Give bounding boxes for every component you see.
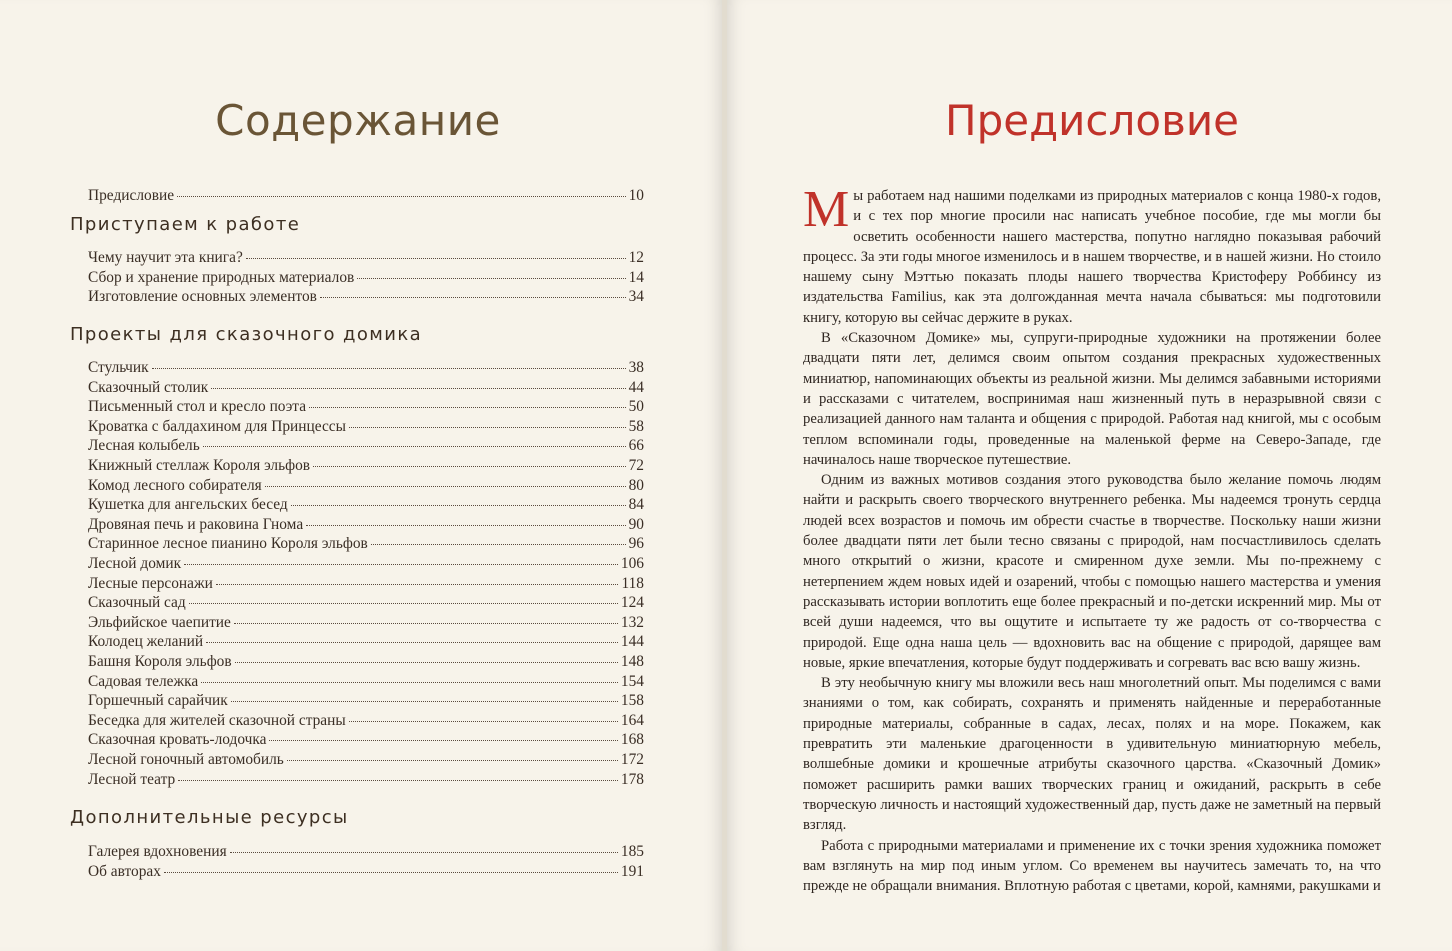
toc-entry-page: 185 (620, 843, 644, 860)
toc-entry-page: 148 (620, 653, 644, 670)
toc-entry-label: Лесные персонажи (88, 575, 213, 592)
toc-entry-label: Сказочный столик (88, 379, 209, 396)
dot-leader (231, 689, 618, 702)
toc-entry (88, 863, 644, 882)
toc-section-heading: Дополнительные ресурсы (70, 807, 349, 828)
preface-paragraph: Одним из важных мотивов создания этого руководства было желание помочь людям найти и раскрыть своего творческого внутреннего ребенка. Мы надеемся тронуть сердца людей всех возрастов и помочь им обрести счастье в творчестве. Поскольку наши жизни более двадцати пяти лет были тесно связаны с природой, нам посчастливилось сделать много открытий о жизни, красоте и смиренном духе земли. Мы по-прежнему с нетерпением ждем новых идей и озарений, чтобы с помощью нашего мастерства и умения рассказывать истории воплотить еще более прекрасный и по-детски искренний мир. Мы от всей души надеемся, что вы ощутите и испытаете ту же радость от со-творчества с природой. Еще одна наша цель — вдохновить вас на общение с природой, дарящее вам новые, яркие впечатления, которые будут поддерживать и согревать вас всю вашу жизнь. (803, 472, 1381, 671)
toc-entry-label: Кроватка с балдахином для Принцессы (88, 418, 346, 435)
toc-entry-page: 124 (620, 594, 644, 611)
toc-entry-page: 168 (620, 731, 644, 748)
dot-leader (184, 552, 618, 565)
dot-leader (291, 493, 626, 506)
dot-leader (234, 611, 618, 624)
dot-leader (357, 266, 625, 279)
preface-paragraph (803, 181, 1381, 328)
dot-leader (230, 840, 618, 853)
toc-entry (88, 288, 644, 307)
toc-title: Содержание (215, 96, 501, 145)
dot-leader (201, 670, 618, 683)
toc-entry-label: Садовая тележка (88, 673, 199, 690)
preface-paragraph: В эту необычную книгу мы вложили весь наш многолетний опыт. Мы поделимся с вами знаниями о том, как собирать, сохранять и применять найденные и переработанные природные материалы, собранные в садах, лесах, полях и на море. Покажем, как превратить эти маленькие драгоценности в удивительную миниатюрную мебель, волшебные домики и крошечные атрибуты сказочного царства. «Сказочный Домик» поможет расширить рамки ваших творческих границ и ожиданий, раскрыть в себе творческую личность и настоящий художественный дар, пусть даже не заметный на первый взгляд. (803, 675, 1381, 834)
toc-entry (88, 187, 644, 206)
toc-entry-page: 34 (628, 288, 644, 305)
toc-entry-label: Сказочная кровать-лодочка (88, 731, 267, 748)
toc-entry-page: 191 (620, 863, 644, 880)
toc-entry-page: 164 (620, 712, 644, 729)
preface-paragraph: Работа с природными материалами и применение их с точки зрения художника поможет вам взглянуть на мир под иным углом. Со временем вы научитесь замечать то, на что прежде не обращали внимания. Вплотную работая с цветами, корой, камнями, ракушками и (803, 837, 1381, 895)
toc-entry-page: 154 (620, 673, 644, 690)
dot-leader (206, 630, 618, 643)
dot-leader (203, 434, 626, 447)
toc-entry-page: 66 (628, 437, 644, 454)
toc-entry-label: Эльфийское чаепитие (88, 614, 231, 631)
dot-leader (177, 184, 626, 197)
toc-entry-label: Лесной театр (88, 771, 176, 788)
dot-leader (306, 513, 625, 526)
toc-entry-label: Комод лесного собирателя (88, 477, 262, 494)
toc-entry-page: 96 (628, 535, 644, 552)
toc-entry-label: Сбор и хранение природных материалов (88, 269, 355, 286)
dot-leader (349, 709, 618, 722)
toc-entry (88, 771, 644, 790)
toc-entry-page: 172 (620, 751, 644, 768)
toc-entry-label: Лесной гоночный автомобиль (88, 751, 284, 768)
drop-cap: М (803, 181, 850, 238)
toc-entry-page: 58 (628, 418, 644, 435)
toc-entry-label: Башня Короля эльфов (88, 653, 232, 670)
toc-entry-page: 84 (628, 496, 644, 513)
toc-entry-page: 50 (628, 398, 644, 415)
toc-entry-label: Сказочный сад (88, 594, 186, 611)
toc-entry-label: Лесной домик (88, 555, 182, 572)
preface-paragraph: В «Сказочном Домике» мы, супруги-природные художники на протяжении более двадцати пяти лет, делимся своим опытом создания прекрасных художественных миниатюр, напоминающих объекты из реальной жизни. Мы делимся забавными историями и рассказами с читателем, воспринимая наш жизненный путь в неразрывной связи с реализацией данного нам таланта и общения с природой. Работая над книгой, мы с особым теплом вспоминали годы, проведенные на маленькой ферме на Северо-Западе, где начиналось наше творческое путешествие. (803, 330, 1381, 468)
dot-leader (164, 860, 618, 873)
toc-entry-label: Стульчик (88, 359, 149, 376)
toc-entry-label: Предисловие (88, 187, 175, 204)
toc-entry-label: Кушетка для ангельских бесед (88, 496, 288, 513)
preface-paragraph-text: ы работаем над нашими поделками из природных материалов с конца 1980-х годов, и с тех пор многие просили нас написать учебное пособие, где мы могли бы осветить особенности нашего мастерства, попутно наглядно показывая рабочий процесс. За эти годы многое изменилось и в нашем творчестве, и в нашей жизни. Но стоило нашему сыну Мэттью показать плоды нашего творчества Кристоферу Роббинсу из издательства Familius, как эта долгожданная мечта начала сбываться: мы подготовили книгу, которую вы сейчас держите в руках. (803, 188, 1381, 326)
toc-entry-label: Старинное лесное пианино Короля эльфов (88, 535, 368, 552)
toc-entry-page: 144 (620, 633, 644, 650)
toc-entry-page: 10 (628, 187, 644, 204)
toc-entry-label: Письменный стол и кресло поэта (88, 398, 307, 415)
toc-entry-label: Горшечный сарайчик (88, 692, 228, 709)
toc-entry-page: 14 (628, 269, 644, 286)
dot-leader (235, 650, 618, 663)
toc-entry-page: 158 (620, 692, 644, 709)
dot-leader (313, 454, 626, 467)
toc-entry-label: Книжный стеллаж Короля эльфов (88, 457, 311, 474)
toc-entry-label: Об авторах (88, 863, 161, 880)
dot-leader (265, 474, 626, 487)
toc-entry-page: 178 (620, 771, 644, 788)
dot-leader (320, 285, 626, 298)
preface-body (803, 181, 1381, 896)
toc-entry-label: Колодец желаний (88, 633, 204, 650)
toc-entry-page: 44 (628, 379, 644, 396)
dot-leader (269, 728, 617, 741)
toc-entry-label: Галерея вдохновения (88, 843, 227, 860)
toc-entry-label: Беседка для жителей сказочной страны (88, 712, 346, 729)
toc-entry-page: 12 (628, 249, 644, 266)
toc-section-heading: Проекты для сказочного домика (70, 324, 423, 345)
dot-leader (349, 415, 626, 428)
dot-leader (371, 532, 626, 545)
dot-leader (189, 591, 618, 604)
toc-entry-page: 132 (620, 614, 644, 631)
toc-entry-page: 72 (628, 457, 644, 474)
dot-leader (211, 376, 625, 389)
toc-entry-page: 80 (628, 477, 644, 494)
toc-entry-label: Изготовление основных элементов (88, 288, 317, 305)
toc-entry-page: 106 (620, 555, 644, 572)
toc-entry-page: 38 (628, 359, 644, 376)
toc-entry-page: 118 (621, 575, 644, 592)
toc-section-heading: Приступаем к работе (70, 214, 301, 235)
preface-title: Предисловие (945, 96, 1239, 145)
toc-entry-label: Дровяная печь и раковина Гнома (88, 516, 304, 533)
dot-leader (246, 246, 626, 259)
toc-entry-label: Лесная колыбель (88, 437, 200, 454)
dot-leader (152, 356, 626, 369)
dot-leader (178, 768, 618, 781)
dot-leader (309, 395, 626, 408)
dot-leader (287, 748, 618, 761)
table-of-contents (0, 0, 722, 951)
toc-entry-page: 90 (628, 516, 644, 533)
toc-entry-label: Чему научит эта книга? (88, 249, 243, 266)
dot-leader (216, 572, 619, 585)
